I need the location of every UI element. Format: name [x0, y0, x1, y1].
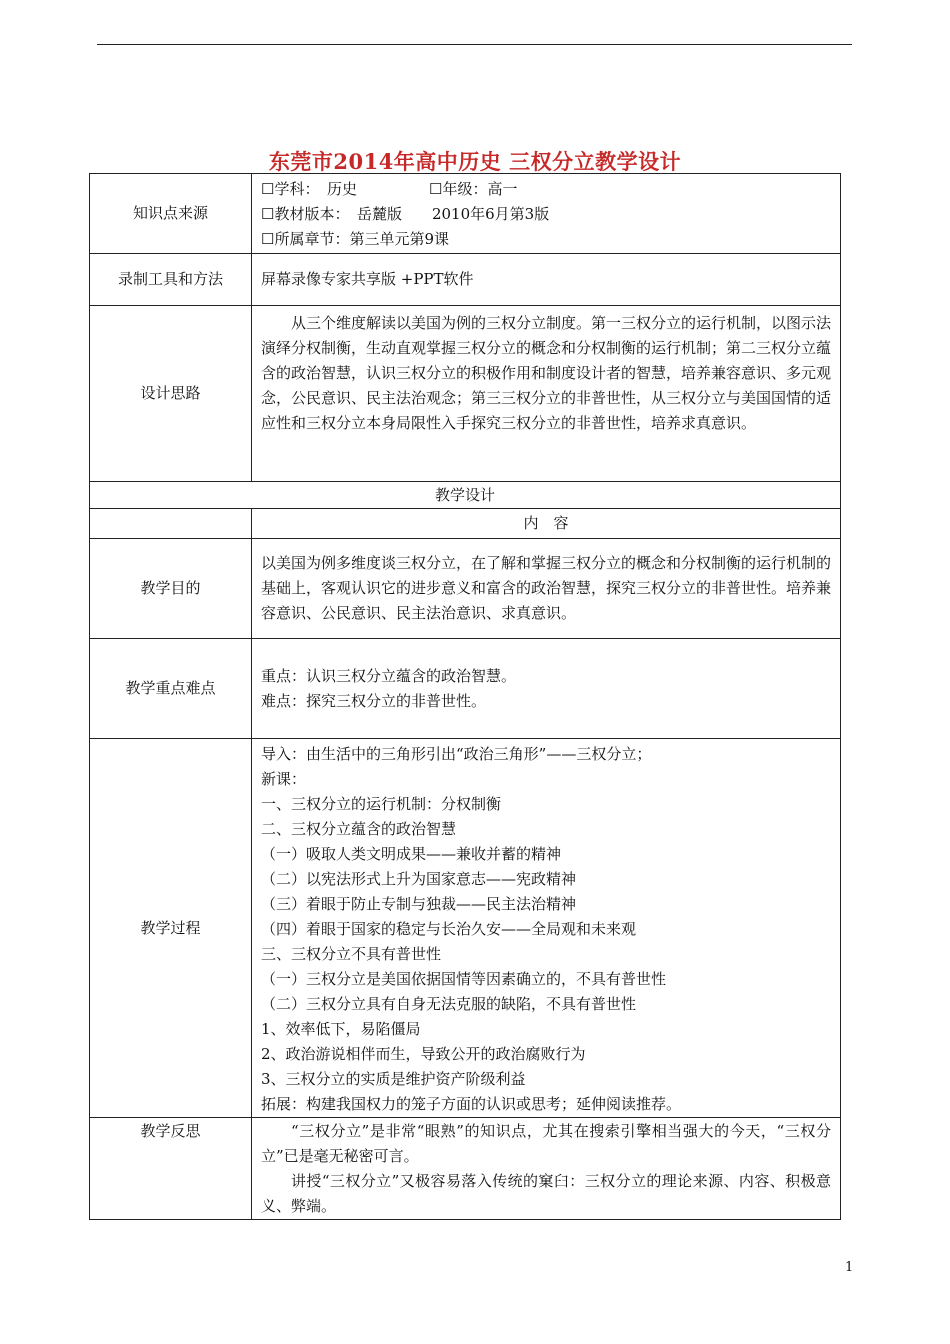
row-content-header — [90, 509, 841, 539]
row-section-header — [90, 482, 841, 509]
label-process: 教学过程 — [90, 739, 252, 1118]
header-rule — [97, 44, 852, 45]
grade-field: ☐年级：高一 — [429, 180, 518, 198]
subject-grade-line — [261, 177, 831, 202]
process-line: 1、效率低下，易陷僵局 — [261, 1020, 421, 1038]
label-tools: 录制工具和方法 — [90, 254, 252, 306]
process-line: （一）三权分立是美国依据国情等因素确立的，不具有普世性 — [261, 970, 667, 988]
process-line: （一）吸取人类文明成果——兼收并蓄的精神 — [261, 845, 562, 863]
key-points-cell — [252, 639, 841, 739]
label-reflection: 教学反思 — [90, 1118, 252, 1220]
knowledge-source-cell — [252, 174, 841, 254]
design-idea-text — [252, 306, 841, 482]
key-point-line: 重点：认识三权分立蕴含的政治智慧。 — [261, 666, 517, 685]
process-line: 3、三权分立的实质是维护资产阶级利益 — [261, 1070, 526, 1088]
reflection-paragraph-2: 讲授“三权分立”又极容易落入传统的窠臼：三权分立的理论来源、内容、积极意义、弊端。 — [261, 1172, 831, 1215]
process-line: （二）以宪法形式上升为国家意志——宪政精神 — [261, 870, 577, 888]
objectives-text: 以美国为例多维度谈三权分立，在了解和掌握三权分立的概念和分权制衡的运行机制的基础上，客观认识它的进步意义和富含的政治智慧，探究三权分立的非普世性。培养兼容意识、公民意识、民主法治意识、求真意识。 — [252, 539, 841, 639]
row-process — [90, 739, 841, 1118]
section-header-teaching-design: 教学设计 — [90, 482, 841, 509]
row-design-idea — [90, 306, 841, 482]
content-header: 内 容 — [252, 509, 841, 539]
process-line: 一、三权分立的运行机制：分权制衡 — [261, 795, 502, 813]
label-key-points: 教学重点难点 — [90, 639, 252, 739]
process-line: 拓展：构建我国权力的笼子方面的认识或思考；延伸阅读推荐。 — [261, 1095, 682, 1113]
process-line: （四）着眼于国家的稳定与长治久安——全局观和未来观 — [261, 920, 637, 938]
process-line: 2、政治游说相伴而生，导致公开的政治腐败行为 — [261, 1045, 586, 1063]
process-line: （三）着眼于防止专制与独裁——民主法治精神 — [261, 895, 577, 913]
design-idea-paragraph: 从三个维度解读以美国为例的三权分立制度。第一三权分立的运行机制，以图示法演绎分权制衡，生动直观掌握三权分立的概念和分权制衡的运行机制；第二三权分立蕴含的政治智慧，认识三权分立的积极作用和制度设计者的智慧，培养兼容意识、多元观念，公民意识、民主法治观念；第三三权分立的非普世性，从三权分立与美国国情的适应性和三权分立本身局限性入手探究三权分立的非普世性，培养求真意识。 — [261, 314, 832, 432]
row-reflection — [90, 1118, 841, 1220]
row-knowledge-source — [90, 174, 841, 254]
process-line: 二、三权分立蕴含的政治智慧 — [261, 820, 457, 838]
process-line: （二）三权分立具有自身无法克服的缺陷，不具有普世性 — [261, 995, 637, 1013]
label-objectives: 教学目的 — [90, 539, 252, 639]
page-number: 1 — [845, 1260, 854, 1275]
subject-field: ☐学科： 历史 — [261, 180, 357, 198]
process-line: 导入：由生活中的三角形引出“政治三角形”——三权分立； — [261, 745, 652, 763]
document-title: 东莞市2014年高中历史 三权分立教学设计 — [268, 149, 682, 174]
label-knowledge-source: 知识点来源 — [90, 174, 252, 254]
difficult-point-line: 难点：探究三权分立的非普世性。 — [261, 691, 487, 710]
reflection-paragraph-1: “三权分立”是非常“眼熟”的知识点，尤其在搜索引擎相当强大的今天，“三权分立”已是毫无秘密可言。 — [261, 1122, 831, 1165]
reflection-cell — [252, 1118, 841, 1220]
tools-value: 屏幕录像专家共享版 +PPT软件 — [252, 254, 841, 306]
process-cell — [252, 739, 841, 1118]
lesson-plan-table — [89, 173, 841, 1220]
process-line: 三、三权分立不具有普世性 — [261, 945, 442, 963]
row-key-points — [90, 639, 841, 739]
textbook-edition-line: ☐教材版本： 岳麓版 2010年6月第3版 — [261, 205, 550, 223]
label-design-idea: 设计思路 — [90, 306, 252, 482]
row-tools — [90, 254, 841, 306]
row-objectives — [90, 539, 841, 639]
process-line: 新课： — [261, 770, 307, 788]
chapter-line: ☐所属章节：第三单元第9课 — [261, 230, 449, 248]
empty-header-cell — [90, 509, 252, 539]
